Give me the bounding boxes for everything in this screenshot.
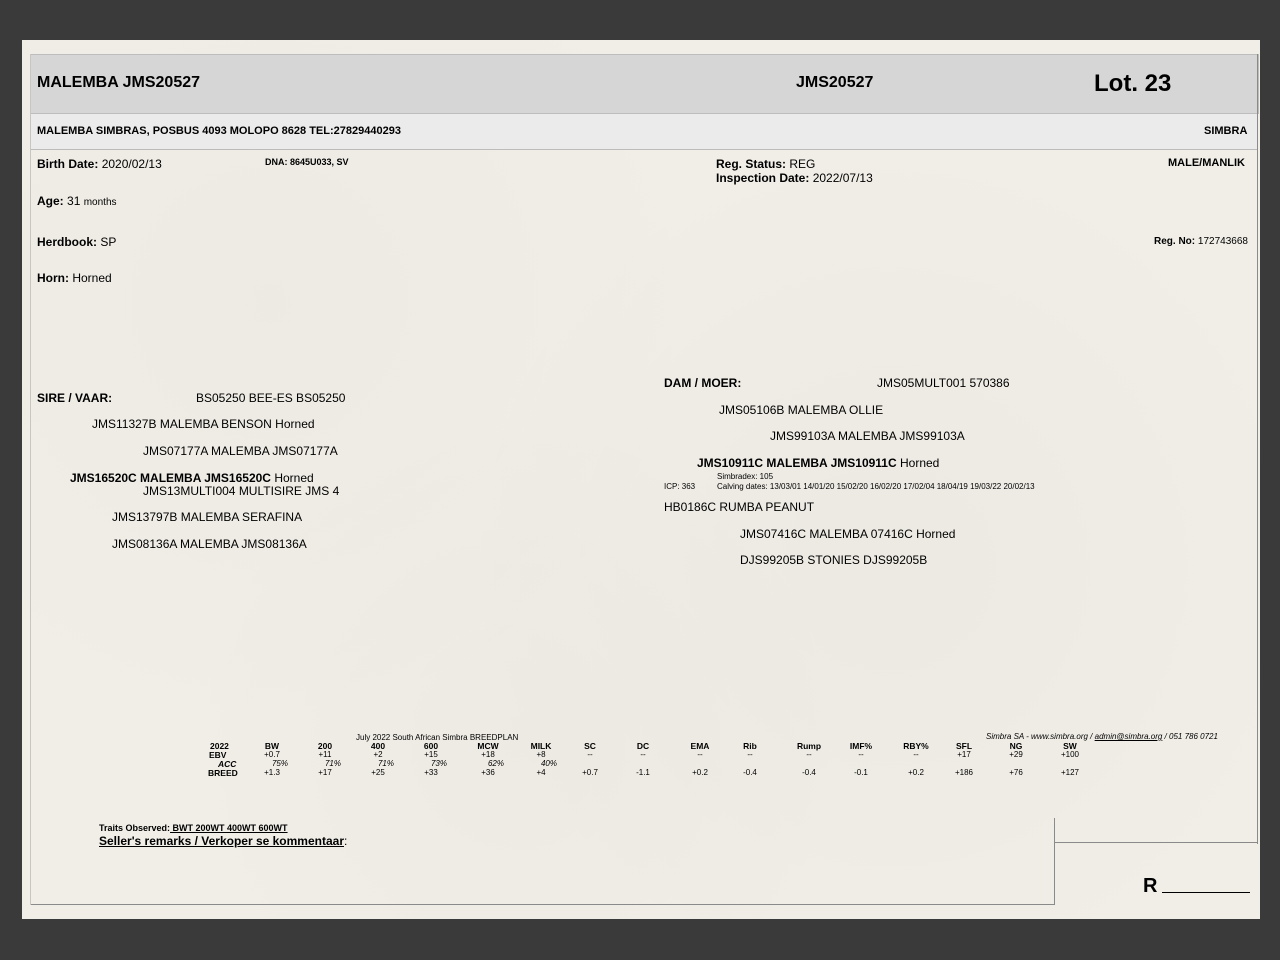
inspection-date-value: 2022/07/13 — [812, 171, 873, 185]
herdbook — [37, 235, 116, 249]
credit-email[interactable]: admin@simbra.org — [1094, 732, 1163, 741]
ebv-breed-rump: -0.4 — [802, 768, 816, 777]
age-value: 31 — [67, 194, 81, 208]
ebv-ebv-sc: -- — [587, 750, 593, 759]
lot-number: Lot. 23 — [1094, 70, 1172, 97]
horn-label: Horn: — [37, 271, 69, 285]
ebv-ebv-sw: +100 — [1060, 750, 1080, 759]
ebv-col-header-400: 400 — [370, 741, 386, 751]
reg-no-value: 172743668 — [1197, 236, 1248, 247]
ebv-breed-rib: -0.4 — [743, 768, 757, 777]
reg-status-label: Reg. Status: — [716, 157, 787, 171]
credit-suffix: / 051 786 0721 — [1162, 732, 1218, 741]
frame-right-line — [1257, 54, 1258, 844]
row-label-ebv: EBV — [209, 750, 227, 760]
ebv-breed-sw: +127 — [1060, 768, 1080, 777]
ebv-breed-ng: +76 — [1009, 768, 1023, 777]
traits-label: Traits Observed: — [99, 823, 171, 833]
ebv-acc-bw: 75% — [271, 759, 288, 768]
seller-remarks-colon: : — [344, 834, 348, 848]
sire-main-horn: Horned — [274, 471, 314, 485]
icp: ICP: 363 — [664, 482, 696, 491]
credit-prefix: Simbra SA - www.simbra.org / — [986, 732, 1095, 741]
ebv-ebv-600: +15 — [424, 750, 438, 759]
dam-dam-dam: DJS99205B STONIES DJS99205B — [740, 553, 928, 567]
ebv-ebv-mcw: +18 — [481, 750, 495, 759]
ebv-acc-mcw: 62% — [487, 759, 504, 768]
ebv-ebv-rib: -- — [747, 750, 753, 759]
ebv-col-header-ng: NG — [1009, 741, 1023, 751]
reg-status — [716, 157, 815, 171]
animal-title: MALEMBA JMS20527 — [37, 74, 201, 91]
dam-main-name: JMS10911C MALEMBA JMS10911C — [697, 456, 897, 470]
age-label: Age: — [37, 194, 64, 208]
inspection-date-label: Inspection Date: — [716, 171, 810, 185]
price-input-line[interactable] — [1162, 892, 1250, 893]
breedplan-title: July 2022 South African Simbra BREEDPLAN — [356, 733, 519, 742]
ebv-ebv-rbypct: -- — [913, 750, 919, 759]
ebv-breed-dc: -1.1 — [636, 768, 650, 777]
dam-main — [697, 456, 939, 470]
horn-value: Horned — [72, 271, 112, 285]
ebv-col-header-sfl: SFL — [955, 741, 973, 751]
ebv-col-header-mcw: MCW — [477, 741, 499, 751]
ebv-ebv-200: +11 — [318, 750, 332, 759]
ebv-ebv-rump: -- — [806, 750, 812, 759]
reg-no — [1154, 236, 1248, 247]
sire-sire-sire: JMS07177A MALEMBA JMS07177A — [143, 444, 338, 458]
ebv-breed-ema: +0.2 — [692, 768, 708, 777]
dam-name: JMS05MULT001 570386 — [877, 376, 1010, 390]
ebv-breed-bw: +1.3 — [264, 768, 280, 777]
herdbook-value: SP — [100, 235, 117, 249]
seller-remarks-label: Seller's remarks / Verkoper se kommentaar — [99, 834, 344, 848]
frame-divider-horizontal — [1054, 842, 1258, 843]
frame-divider-vertical — [1054, 818, 1055, 905]
ebv-col-header-rbypct: RBY% — [903, 741, 929, 751]
ebv-breed-sc: +0.7 — [582, 768, 598, 777]
traits-observed — [99, 823, 288, 833]
price-label: R — [1143, 875, 1158, 897]
ebv-col-header-600: 600 — [423, 741, 439, 751]
animal-id: JMS20527 — [796, 74, 874, 91]
seller-remarks — [99, 834, 347, 848]
ebv-col-header-rump: Rump — [796, 741, 822, 751]
sire-dam-dam: JMS08136A MALEMBA JMS08136A — [112, 537, 307, 551]
age — [37, 194, 117, 208]
ebv-breed-mcw: +36 — [481, 768, 495, 777]
ebv-col-header-ema: EMA — [690, 741, 710, 751]
ebv-ebv-sfl: +17 — [957, 750, 971, 759]
breedplan-credit — [986, 732, 1218, 741]
ebv-ebv-imfpct: -- — [858, 750, 864, 759]
herdbook-label: Herdbook: — [37, 235, 97, 249]
ebv-col-header-bw: BW — [264, 741, 280, 751]
ebv-col-header-sc: SC — [584, 741, 596, 751]
ebv-breed-milk: +4 — [536, 768, 546, 777]
ebv-breed-600: +33 — [424, 768, 438, 777]
sire-name: BS05250 BEE-ES BS05250 — [196, 391, 346, 405]
sex: MALE/MANLIK — [1168, 157, 1245, 169]
dna-info: DNA: 8645U033, SV — [265, 157, 349, 167]
ebv-breed-imfpct: -0.1 — [854, 768, 868, 777]
row-label-acc: ACC — [218, 759, 237, 769]
dam-dam-sire: JMS07416C MALEMBA 07416C Horned — [740, 527, 956, 541]
ebv-acc-200: 71% — [324, 759, 341, 768]
ebv-ebv-400: +2 — [373, 750, 383, 759]
inspection-date — [716, 171, 873, 185]
ebv-ebv-ema: -- — [697, 750, 703, 759]
sire-main-name: JMS16520C MALEMBA JMS16520C — [70, 471, 271, 485]
ebv-ebv-dc: -- — [640, 750, 646, 759]
ebv-col-header-rib: Rib — [743, 741, 757, 751]
dam-dam: HB0186C RUMBA PEANUT — [664, 500, 815, 514]
ebv-acc-600: 73% — [430, 759, 447, 768]
dam-sire-sire: JMS99103A MALEMBA JMS99103A — [770, 429, 965, 443]
horn — [37, 271, 112, 285]
dam-main-horn: Horned — [899, 456, 940, 470]
dam-sire: JMS05106B MALEMBA OLLIE — [719, 403, 884, 417]
birth-date-label: Birth Date: — [37, 157, 99, 171]
ebv-acc-400: 71% — [377, 759, 394, 768]
ebv-col-header-dc: DC — [636, 741, 650, 751]
ebv-breed-sfl: +186 — [954, 768, 974, 777]
ebv-col-header-sw: SW — [1063, 741, 1077, 751]
sire-label: SIRE / VAAR: — [37, 391, 113, 405]
dam-label: DAM / MOER: — [664, 376, 742, 390]
calving-dates: Calving dates: 13/03/01 14/01/20 15/02/20 16/02/20 17/02/04 18/04/19 19/03/22 20/02/13 — [717, 482, 1035, 491]
birth-date-value: 2020/02/13 — [101, 157, 162, 171]
reg-no-label: Reg. No: — [1154, 236, 1196, 247]
reg-status-value: REG — [789, 157, 816, 171]
frame-left-line — [30, 54, 31, 905]
ebv-col-header-milk: MILK — [530, 741, 552, 751]
breed-label: SIMBRA — [1204, 125, 1248, 137]
sire-main — [70, 471, 314, 485]
owner-address: MALEMBA SIMBRAS, POSBUS 4093 MOLOPO 8628 TEL:27829440293 — [37, 125, 401, 137]
breedplan-year: 2022 — [210, 741, 229, 751]
sire-line-2: JMS13MULTI004 MULTISIRE JMS 4 — [143, 484, 340, 498]
ebv-col-header-200: 200 — [317, 741, 333, 751]
traits-value: BWT 200WT 400WT 600WT — [170, 823, 288, 833]
ebv-col-header-imfpct: IMF% — [849, 741, 873, 751]
birth-date — [37, 157, 162, 171]
age-unit: months — [83, 197, 117, 208]
ebv-ebv-bw: +0.7 — [264, 750, 280, 759]
header-band — [30, 54, 1259, 114]
ebv-breed-rbypct: +0.2 — [908, 768, 924, 777]
simbradex: Simbradex: 105 — [717, 472, 774, 481]
row-label-breed: BREED — [208, 768, 238, 778]
ebv-acc-milk: 40% — [540, 759, 557, 768]
frame-bottom-line — [30, 904, 1054, 905]
ebv-breed-400: +25 — [371, 768, 385, 777]
sire-dam: JMS13797B MALEMBA SERAFINA — [112, 510, 303, 524]
sire-sire: JMS11327B MALEMBA BENSON Horned — [92, 417, 315, 431]
ebv-ebv-ng: +29 — [1009, 750, 1023, 759]
ebv-ebv-milk: +8 — [536, 750, 546, 759]
ebv-breed-200: +17 — [318, 768, 332, 777]
